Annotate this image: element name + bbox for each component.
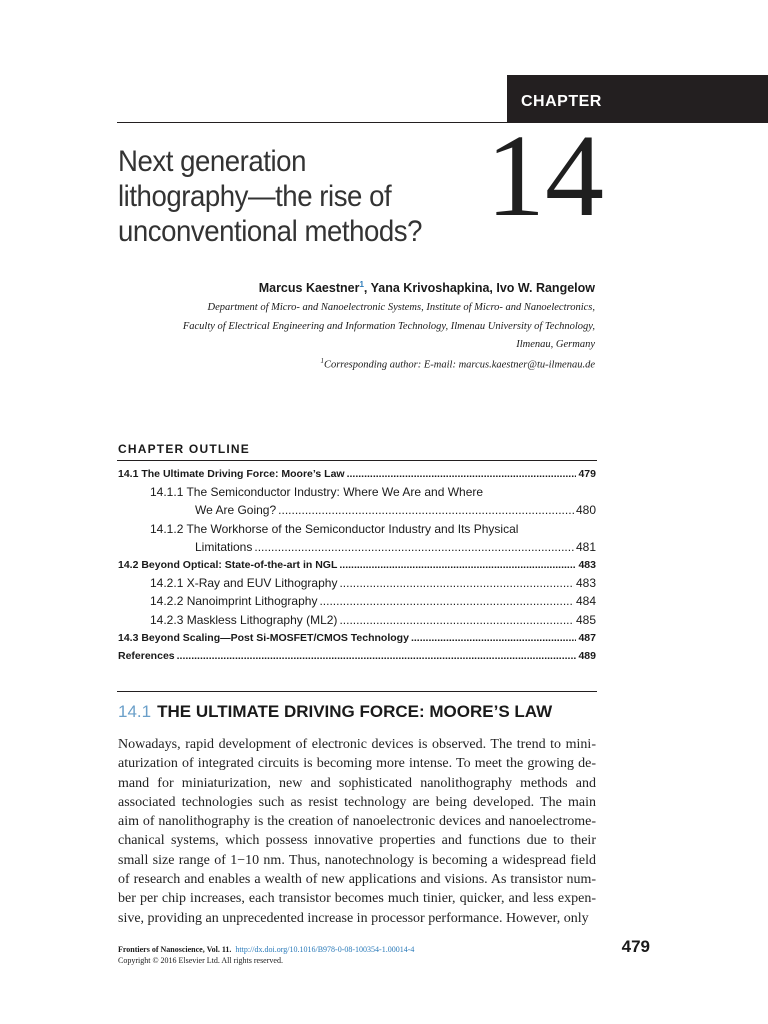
outline-title: CHAPTER OUTLINE bbox=[118, 442, 250, 456]
toc-entry[interactable] bbox=[118, 647, 596, 665]
chapter-title-line: unconventional methods? bbox=[118, 215, 422, 248]
author-names-rest: , Yana Krivoshapkina, Ivo W. Rangelow bbox=[363, 281, 595, 296]
toc-leader-dots bbox=[339, 574, 574, 592]
toc-entry-title: Limitations bbox=[195, 539, 253, 554]
author-footnote-marker[interactable]: 1 bbox=[359, 280, 364, 289]
toc-entry-title: 14.1.2 The Workhorse of the Semiconductor Industry and Its Physical bbox=[150, 521, 519, 536]
toc-entry-page: 484 bbox=[575, 594, 596, 609]
body-paragraph bbox=[118, 735, 596, 928]
chapter-number: 14 bbox=[486, 110, 604, 241]
body-line: of research and enables a wealth of new applications and visions. As transistor num- bbox=[118, 872, 596, 888]
toc-entry[interactable] bbox=[150, 520, 596, 538]
toc-leader-dots bbox=[347, 465, 577, 483]
toc-entry-title: References bbox=[118, 650, 175, 662]
chapter-label: CHAPTER bbox=[507, 75, 768, 123]
copyright: Copyright © 2016 Elsevier Ltd. All rights reserved. bbox=[118, 956, 283, 965]
toc-entry[interactable] bbox=[150, 611, 596, 629]
author-name: Marcus Kaestner bbox=[258, 281, 360, 296]
section-heading bbox=[118, 702, 552, 722]
chapter-title-line: lithography—the rise of bbox=[118, 180, 392, 213]
toc-entry-title: 14.2 Beyond Optical: State-of-the-art in NGL bbox=[118, 559, 338, 571]
toc-entry[interactable] bbox=[150, 592, 596, 610]
body-line: ber per chip increases, each transistor becomes much tinier, quicker, and less expen- bbox=[118, 891, 596, 907]
toc-entry-page: 489 bbox=[578, 650, 596, 662]
toc-entry[interactable] bbox=[118, 629, 596, 647]
footer-citation bbox=[118, 944, 414, 966]
toc-leader-dots bbox=[339, 556, 576, 574]
affiliation-line: Ilmenau, Germany bbox=[516, 339, 595, 350]
corresponding-text: Corresponding author: E-mail: marcus.kaestner@tu-ilmenau.de bbox=[323, 359, 595, 371]
toc-leader-dots bbox=[319, 592, 574, 610]
corresponding-author bbox=[320, 357, 595, 371]
toc-entry[interactable] bbox=[118, 556, 596, 574]
affiliation-line: Faculty of Electrical Engineering and Information Technology, Ilmenau University of Technology, bbox=[182, 321, 595, 332]
body-line: aturization of integrated circuits is becoming more intense. To meet the growing de- bbox=[118, 756, 596, 772]
toc-leader-dots bbox=[254, 538, 574, 556]
toc-entry-page: 481 bbox=[575, 539, 596, 554]
toc-leader-dots bbox=[177, 647, 577, 665]
toc-leader-dots bbox=[278, 501, 574, 519]
header-rule bbox=[117, 122, 768, 123]
page-number: 479 bbox=[621, 937, 650, 956]
toc-entry-page: 480 bbox=[575, 503, 596, 518]
journal-name: Frontiers of Nanoscience, Vol. 11. bbox=[118, 945, 232, 954]
toc-leader-dots bbox=[339, 611, 574, 629]
outline-top-rule bbox=[117, 460, 597, 461]
section-number: 14.1 bbox=[118, 702, 152, 721]
toc-entry[interactable] bbox=[150, 483, 596, 501]
corresponding-marker: 1 bbox=[320, 357, 324, 365]
doi-link[interactable]: http://dx.doi.org/10.1016/B978-0-08-100354-1.00014-4 bbox=[235, 945, 415, 954]
toc-entry-title: We Are Going? bbox=[195, 503, 277, 518]
toc-entry-title: 14.2.3 Maskless Lithography (ML2) bbox=[150, 612, 338, 627]
affiliation-line: Department of Micro- and Nanoelectronic Systems, Institute of Micro- and Nanoelectronics, bbox=[207, 302, 595, 313]
toc-entry[interactable] bbox=[150, 574, 596, 592]
body-line: Nowadays, rapid development of electronic devices is observed. The trend to mini- bbox=[118, 737, 596, 752]
body-line: small size range of 1−10 nm. Thus, nanotechnology is becoming a widespread field bbox=[118, 852, 596, 868]
toc-leader-dots bbox=[411, 629, 577, 647]
toc-entry-page: 483 bbox=[578, 559, 596, 571]
body-line: sive, providing an unprecedented increase in processor performance. However, only bbox=[118, 910, 589, 926]
toc-entry-page: 485 bbox=[575, 612, 596, 627]
toc-entry[interactable] bbox=[195, 501, 596, 519]
toc-entry-page: 483 bbox=[575, 576, 596, 591]
toc-entry-title: 14.3 Beyond Scaling—Post Si-MOSFET/CMOS Technology bbox=[118, 631, 409, 644]
section-title: THE ULTIMATE DRIVING FORCE: MOORE’S LAW bbox=[157, 702, 553, 721]
body-line: aim of nanolithography is the creation of nanoelectronic devices and nanoelectrome- bbox=[118, 814, 596, 830]
toc-entry-page: 479 bbox=[578, 468, 596, 480]
toc-entry-title: 14.1.1 The Semiconductor Industry: Where We Are and Where bbox=[150, 485, 484, 500]
toc-entry[interactable] bbox=[118, 465, 596, 483]
toc-entry-title: 14.2.1 X-Ray and EUV Lithography bbox=[150, 576, 338, 591]
outline-bottom-rule bbox=[117, 691, 597, 692]
toc-entry[interactable] bbox=[195, 538, 596, 556]
toc-entry-title: 14.2.2 Nanoimprint Lithography bbox=[150, 594, 318, 609]
body-line: mand for miniaturization, new and sophisticated nanolithography methods and bbox=[118, 775, 596, 791]
toc-entry-page: 487 bbox=[578, 631, 596, 644]
author-list bbox=[259, 280, 595, 295]
body-line: associated technologies such as resist technology are being developed. The main bbox=[118, 794, 596, 810]
toc-entry-title: 14.1 The Ultimate Driving Force: Moore’s Law bbox=[118, 468, 345, 480]
body-line: chanical systems, which possess innovative properties and functions due to their bbox=[118, 833, 596, 849]
chapter-title bbox=[118, 144, 488, 249]
chapter-title-line: Next generation bbox=[118, 145, 306, 178]
